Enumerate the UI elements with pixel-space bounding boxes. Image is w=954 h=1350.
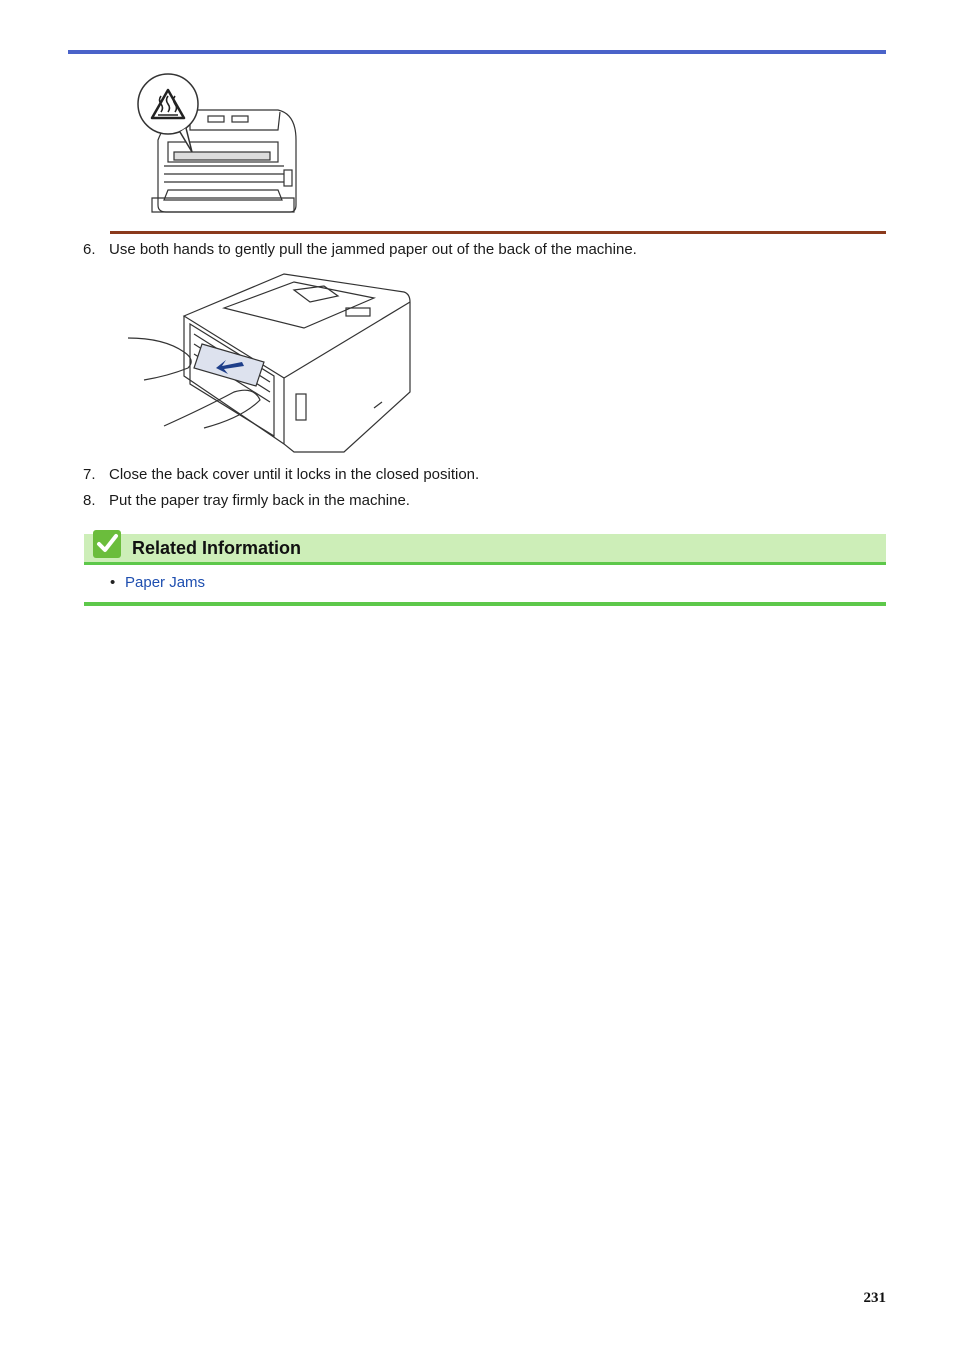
left-hand [128,338,191,380]
related-link-item [110,574,205,591]
related-bottom-rule [84,602,886,606]
paper-jams-link[interactable]: Paper Jams [125,574,206,591]
step-text: Close the back cover until it locks in the closed position. [109,466,480,483]
right-hand [164,390,260,428]
related-information-title: Related Information [132,538,302,558]
related-information-header [84,534,886,565]
step-text: Put the paper tray firmly back in the machine. [109,492,410,509]
step-6 [83,241,637,259]
printer-back-hot-surface-illustration [128,70,304,218]
hot-surface-warning-icon [138,74,198,152]
caution-rule [110,231,886,234]
top-rule [68,50,886,54]
step-number: 7. [83,466,96,483]
step-7 [83,466,479,484]
page-number: 231 [863,1290,886,1306]
step-number: 6. [83,241,96,258]
step-8 [83,492,410,510]
step-text: Use both hands to gently pull the jammed paper out of the back of the machine. [109,241,637,258]
bullet: • [110,574,116,591]
remove-jammed-paper-illustration [124,268,414,458]
checkmark-icon [93,530,121,558]
step-number: 8. [83,492,96,509]
